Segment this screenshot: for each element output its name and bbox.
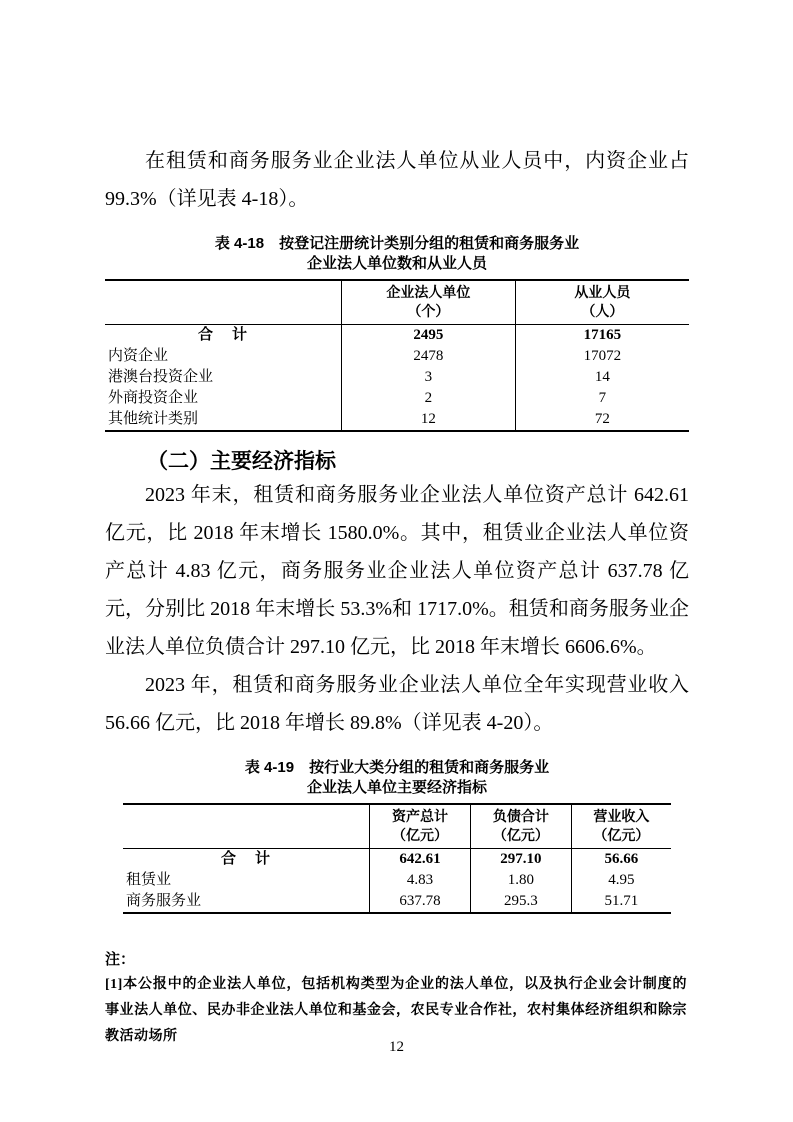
table-cell-label: 其他统计类别 — [108, 411, 199, 427]
table18-caption — [105, 234, 689, 274]
table19-header-assets-line1: 资产总计 — [392, 808, 448, 824]
table-cell-value: 7 — [515, 388, 689, 409]
note-text: [1]本公报中的企业法人单位，包括机构类型为企业的法人单位，以及执行企业会计制度的事业法人单位、民办非企业法人单位和基金会，农民专业合作社，农村集体经济组织和除宗教活动场所 — [105, 977, 687, 1044]
table19-caption — [105, 758, 689, 798]
table-cell-value: 17165 — [515, 325, 689, 347]
table-cell-value: 2478 — [342, 346, 516, 367]
table-cell-label: 外商投资企业 — [108, 390, 199, 406]
table-row — [105, 325, 689, 347]
table-cell-value: 1.80 — [470, 870, 571, 891]
table18-header-empty — [105, 280, 342, 325]
table-cell-value: 297.10 — [470, 849, 571, 871]
table18-caption-line2: 企业法人单位数和从业人员 — [306, 255, 487, 272]
table18-header-row — [105, 280, 689, 325]
paragraph-intro: 在租赁和商务服务业企业法人单位从业人员中，内资企业占 99.3%（详见表 4-18）。 — [105, 150, 689, 210]
table-cell-label: 合 计 — [221, 851, 273, 867]
footnotes — [105, 948, 689, 1050]
table18-header-units — [342, 280, 516, 325]
table-row — [105, 388, 689, 409]
table19-header-assets-line2: （亿元） — [392, 827, 448, 843]
table18-header-employees — [515, 280, 689, 325]
table-cell-label: 租赁业 — [126, 872, 172, 888]
table19-header-revenue-line1: 营业收入 — [593, 808, 650, 824]
table19-caption-line2: 企业法人单位主要经济指标 — [306, 779, 487, 796]
table-cell-value: 51.71 — [571, 891, 671, 913]
table-cell-label: 港澳台投资企业 — [108, 369, 214, 385]
paragraph-assets: 2023 年末，租赁和商务服务业企业法人单位资产总计 642.61 亿元，比 2018 年末增长 1580.0%。其中，租赁业企业法人单位资产总计 4.83 亿元，商务服务业企业法人单位资产总计 637.78 亿元，分别比 2018 年末增长 53.3%和 1717.0%。租赁和商务服务业企业法人单位负债合计 297.10 亿元，比 2018 年末增长 6606.6%。 — [105, 484, 689, 658]
table-cell-value: 642.61 — [370, 849, 471, 871]
table-row — [105, 367, 689, 388]
table18-caption-line1: 表 4-18 按登记注册统计类别分组的租赁和商务服务业 — [214, 235, 580, 252]
table-cell-value: 72 — [515, 409, 689, 431]
table-cell-value: 56.66 — [571, 849, 671, 871]
table19-header-assets — [370, 804, 471, 849]
table18-header-units-line1: 企业法人单位 — [386, 284, 471, 300]
table-4-19 — [123, 803, 671, 914]
table-cell-label: 商务服务业 — [126, 893, 202, 909]
paragraph-revenue: 2023 年，租赁和商务服务业企业法人单位全年实现营业收入 56.66 亿元，比 2018 年增长 89.8%（详见表 4-20）。 — [105, 674, 689, 734]
table18-header-employees-line2: （人） — [581, 303, 624, 319]
table-cell-value: 4.95 — [571, 870, 671, 891]
table-row — [105, 346, 689, 367]
table-cell-value: 637.78 — [370, 891, 471, 913]
table-cell-label: 合 计 — [198, 327, 250, 343]
table19-header-liabilities-line2: （亿元） — [492, 827, 549, 843]
table19-caption-line1: 表 4-19 按行业大类分组的租赁和商务服务业 — [244, 759, 550, 776]
table-cell-value: 4.83 — [370, 870, 471, 891]
table-cell-value: 2 — [342, 388, 516, 409]
table-row — [123, 891, 671, 913]
section-heading: （二）主要经济指标 — [147, 449, 336, 473]
table18-header-employees-line1: 从业人员 — [574, 284, 631, 300]
table-cell-value: 295.3 — [470, 891, 571, 913]
table19-header-row — [123, 804, 671, 849]
table18-header-units-line2: （个） — [407, 303, 450, 319]
table-cell-value: 12 — [342, 409, 516, 431]
table-row — [105, 409, 689, 431]
table19-header-liabilities — [470, 804, 571, 849]
table-cell-value: 14 — [515, 367, 689, 388]
table-cell-value: 17072 — [515, 346, 689, 367]
table19-header-empty — [123, 804, 370, 849]
table19-header-liabilities-line1: 负债合计 — [492, 808, 549, 824]
table-cell-value: 3 — [342, 367, 516, 388]
table19-wrapper — [105, 803, 689, 914]
table-row — [123, 870, 671, 891]
table-cell-label: 内资企业 — [108, 348, 169, 364]
note-label: 注： — [105, 952, 136, 968]
table-4-18 — [105, 279, 689, 432]
page-number: 12 — [389, 1039, 404, 1055]
table19-header-revenue-line2: （亿元） — [593, 827, 650, 843]
table-row — [123, 849, 671, 871]
table19-header-revenue — [571, 804, 671, 849]
table-cell-value: 2495 — [342, 325, 516, 347]
